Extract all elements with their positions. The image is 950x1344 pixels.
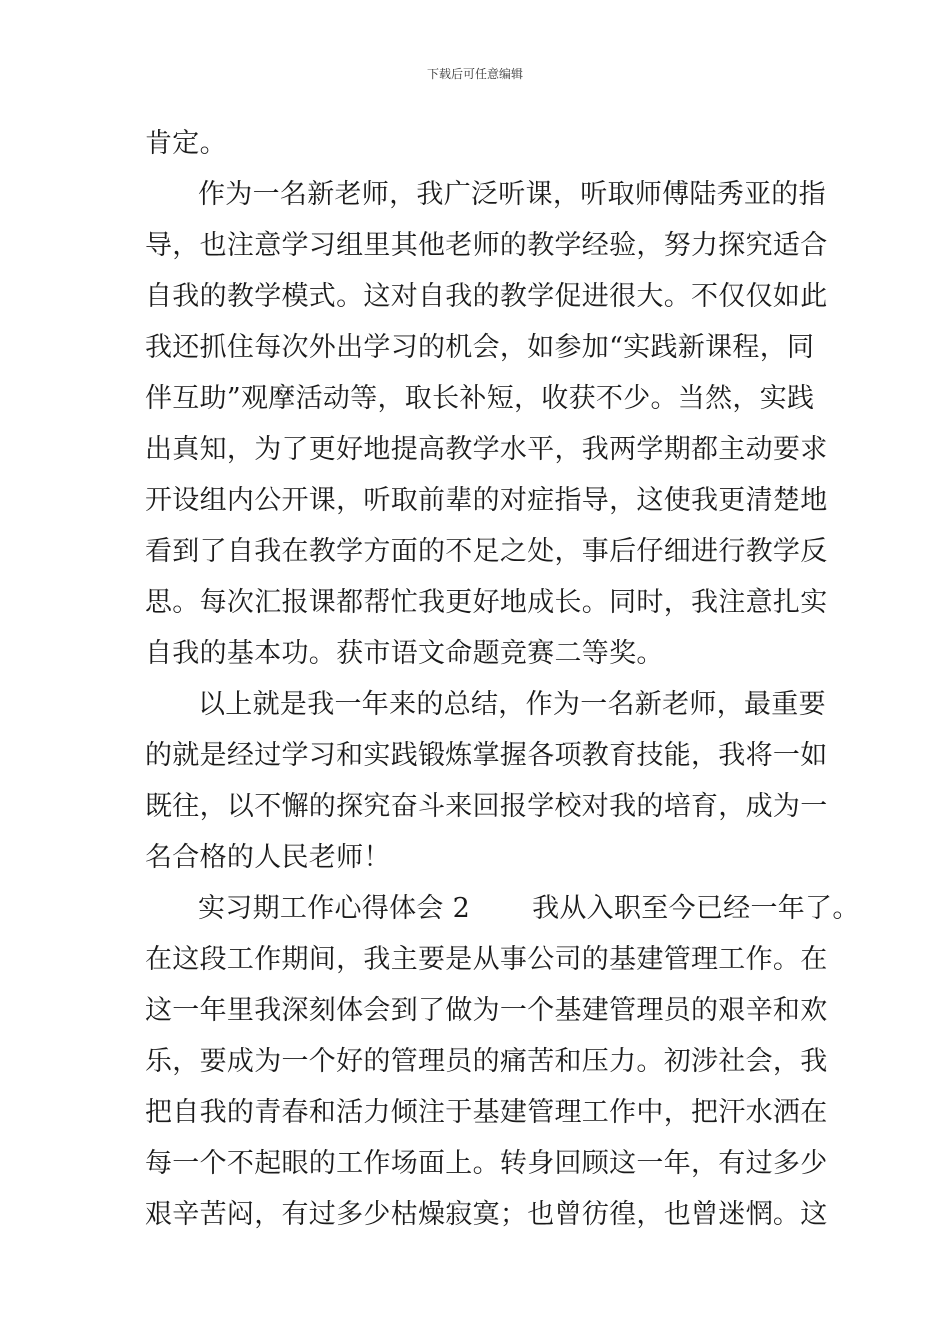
text-line: 的就是经过学习和实践锻炼掌握各项教育技能，我将一如 — [145, 740, 828, 771]
text-line: 自我的教学模式。这对自我的教学促进很大。不仅仅如此 — [145, 281, 828, 312]
section-heading: 实习期工作心得体会 2 — [198, 893, 471, 924]
text-line: 这一年里我深刻体会到了做为一个基建管理员的艰辛和欢 — [145, 995, 828, 1026]
section-heading-line — [198, 889, 860, 929]
text-line: 伴互助”观摩活动等，取长补短，收获不少。当然，实践 — [145, 383, 815, 414]
text-line: 名合格的人民老师！ — [145, 842, 391, 873]
text-line: 既往，以不懈的探究奋斗来回报学校对我的培育，成为一 — [145, 791, 828, 822]
text-line: 自我的基本功。获市语文命题竞赛二等奖。 — [145, 638, 664, 669]
text-line: 开设组内公开课，听取前辈的对症指导，这使我更清楚地 — [145, 485, 828, 516]
text-line: 肯定。 — [145, 128, 227, 159]
text-line: 导，也注意学习组里其他老师的教学经验，努力探究适合 — [145, 230, 828, 261]
text-line: 乐，要成为一个好的管理员的痛苦和压力。初涉社会，我 — [145, 1046, 828, 1077]
text-line: 以上就是我一年来的总结，作为一名新老师，最重要 — [198, 689, 826, 720]
page-header: 下载后可任意编辑 — [426, 67, 523, 81]
text-line: 作为一名新老师，我广泛听课，听取师傅陆秀亚的指 — [198, 179, 826, 210]
text-line: 艰辛苦闷，有过多少枯燥寂寞；也曾彷徨，也曾迷惘。这 — [145, 1199, 828, 1230]
text-line: 每一个不起眼的工作场面上。转身回顾这一年，有过多少 — [145, 1148, 828, 1179]
text-line: 在这段工作期间，我主要是从事公司的基建管理工作。在 — [145, 944, 828, 975]
text-line: 我还抓住每次外出学习的机会，如参加“实践新课程，同 — [145, 332, 815, 363]
text-line: 把自我的青春和活力倾注于基建管理工作中，把汗水洒在 — [145, 1097, 828, 1128]
text-line: 看到了自我在教学方面的不足之处，事后仔细进行教学反 — [145, 536, 828, 567]
text-line: 出真知，为了更好地提高教学水平，我两学期都主动要求 — [145, 434, 828, 465]
text-line: 思。每次汇报课都帮忙我更好地成长。同时，我注意扎实 — [145, 587, 828, 618]
text-line: 我从入职至今已经一年了。 — [532, 893, 860, 924]
